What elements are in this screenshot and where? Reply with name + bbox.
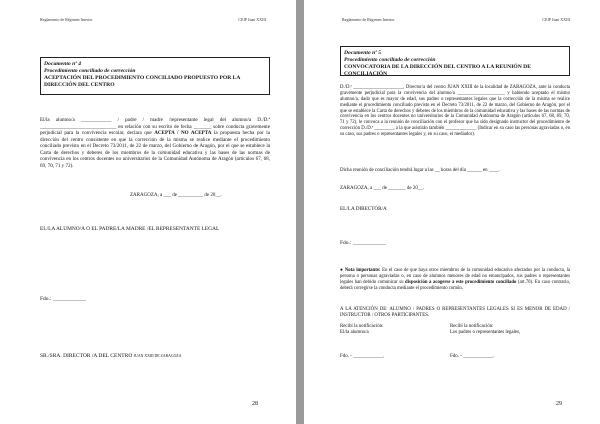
page-right	[304, 0, 600, 424]
recipients: A LA ATENCIÓN DE: ALUMNO / PADRES O REPRESENTANTES LEGALES SI ES MENOR DE EDAD / INSTRUCTOR / OTROS PARTICIPANTES.	[340, 307, 570, 319]
signature-student: Fdo. - ____________.	[340, 354, 385, 359]
addressee-school: JUAN XXIII DE ZARAGOZA	[133, 354, 182, 358]
receipt-student-label: Recibí la notificación:	[340, 324, 384, 329]
place-date: ZARAGOZA, a ___ de _______ de 20__.	[340, 186, 425, 191]
signature-parents: Fdo. - ____________.	[450, 354, 495, 359]
header-school: CEIP Juan XXIII	[238, 17, 266, 22]
receipt-student	[340, 324, 383, 336]
addressee	[40, 353, 181, 359]
body-text-1: El/la alumno/a ____________ / padre / madre /representante legal del alumno/a D./D.ª ______________________________ en relación con su escrito de fecha _______ sobre conducta gravemente perjudicial para la convivencia escolar, declara que	[40, 117, 270, 137]
body-bold: ACEPTA / NO ACEPTA	[154, 130, 212, 137]
receipt-parents	[450, 324, 520, 336]
note-bold: disposición a acogerse a este procedimiento conciliado	[405, 280, 517, 286]
body-paragraph	[40, 117, 270, 169]
note-text-2: (art.70). En caso contrario, deberá corregirse la conducta mediante el procedimiento común.	[340, 280, 571, 292]
document-box	[40, 57, 270, 95]
important-note	[340, 268, 570, 292]
signer-label: EL/LA DIRECTOR/A	[340, 206, 387, 212]
signature-line: Fdo.: ____________	[340, 240, 386, 246]
document-number: Documento nº 5	[344, 50, 382, 56]
body-paragraph-1: D./D.ª _____________________, Director/a del centro JUAN XXIII de la localidad de ZARAGOZA, ante la conducta gravemente perjudicial para la convivencia del alumno/a ____________________ y habiendo aceptado el mismo alumno/a, dado que es mayor de edad, sus padres o representantes legales que la corrección de la misma se realice mediante el procedimiento conciliado previsto en el Decreto 73/2011, de 22 de marzo, del Gobierno de Aragón, por el que se establece la Carta de derechos y deberes de los miembros de la comunidad educativa y las bases de las normas de convivencia en los centros docentes no universitarios de la Comunidad Autónoma de Aragón (artículos 67, 68, 69, 70, 71 y 72), le convoca a la reunión de conciliación con el profesor que ha sido designado instructor del procedimiento de corrección D./D.ª ________, a la que asistirán también _____________ (Indicar en su caso las personas agraviadas o, en su caso, sus padres o representantes legales y, en su caso, el mediador).	[340, 85, 570, 137]
page-number: 29	[556, 401, 562, 407]
header-title: Reglamento de Régimen Interior	[40, 17, 93, 22]
note-text-1: En el caso de que haya otros miembros de la comunidad educativa afectados por la conducta, la persona o personas agraviadas o, en caso de alumnos menores de edad no emancipados, sus padres o representantes legales han debido comunicar su	[340, 268, 571, 286]
addressee-label: SR./SRA. DIRECTOR /A DEL CENTRO	[40, 353, 133, 359]
document-title: CONVOCATORIA DE LA DIRECCIÓN DEL CENTRO A LA REUNIÓN DE CONCILIACIÓN	[344, 63, 531, 77]
receipt-student-who: El/la alumno/a	[340, 330, 369, 336]
header-title: Reglamento de Régimen Interior	[342, 17, 395, 22]
place-date: ZARAGOZA, a ___ de __________ de 20__.	[130, 193, 222, 198]
page-left	[0, 0, 296, 424]
note-bullet: ●	[340, 268, 345, 273]
document-number: Documento nº 4	[44, 61, 82, 67]
document-subtitle: Procedimiento conciliado de corrección	[344, 56, 436, 63]
signer-label: EL/LA ALUMNO/A O EL PADRE/LA MADRE /EL REPRESENTANTE LEGAL	[40, 226, 220, 232]
body-paragraph-2: Dicha reunión de conciliación tendrá lugar a las __ horas del día ______ en ____.	[340, 168, 500, 173]
signature-line: Fdo.: ____________	[40, 296, 86, 302]
document-box	[340, 46, 570, 76]
header-school: CEIP Juan XXIII	[542, 17, 570, 22]
receipt-parents-who: Los padres o representantes legales,	[450, 330, 521, 336]
page-number: 28	[252, 401, 258, 407]
receipt-parents-label: Recibí la notificación:	[450, 324, 494, 329]
body-text-2: la propuesta hecha por la dirección del centro consistente en que la corrección de la misma se realice mediante el procedimiento conciliado previsto en el Decreto 73/2011, de 22 de marzo, del Gobierno de Aragón, por el que se establece la Carta de derechos y deberes de los miembros de la comunidad educativa y las bases de las normas de convivencia en los centros docentes no universitarios de la Comunidad Autónoma de Aragón (artículos 67, 68, 69, 70, 71 y 72).	[40, 130, 270, 169]
document-subtitle: Procedimiento conciliado de corrección	[44, 67, 136, 74]
document-title: ACEPTACIÓN DEL PROCEDIMIENTO CONCILIADO PROPUESTO POR LA DIRECCIÓN DEL CENTRO	[44, 74, 241, 88]
note-label: Nota importante:	[344, 268, 381, 273]
